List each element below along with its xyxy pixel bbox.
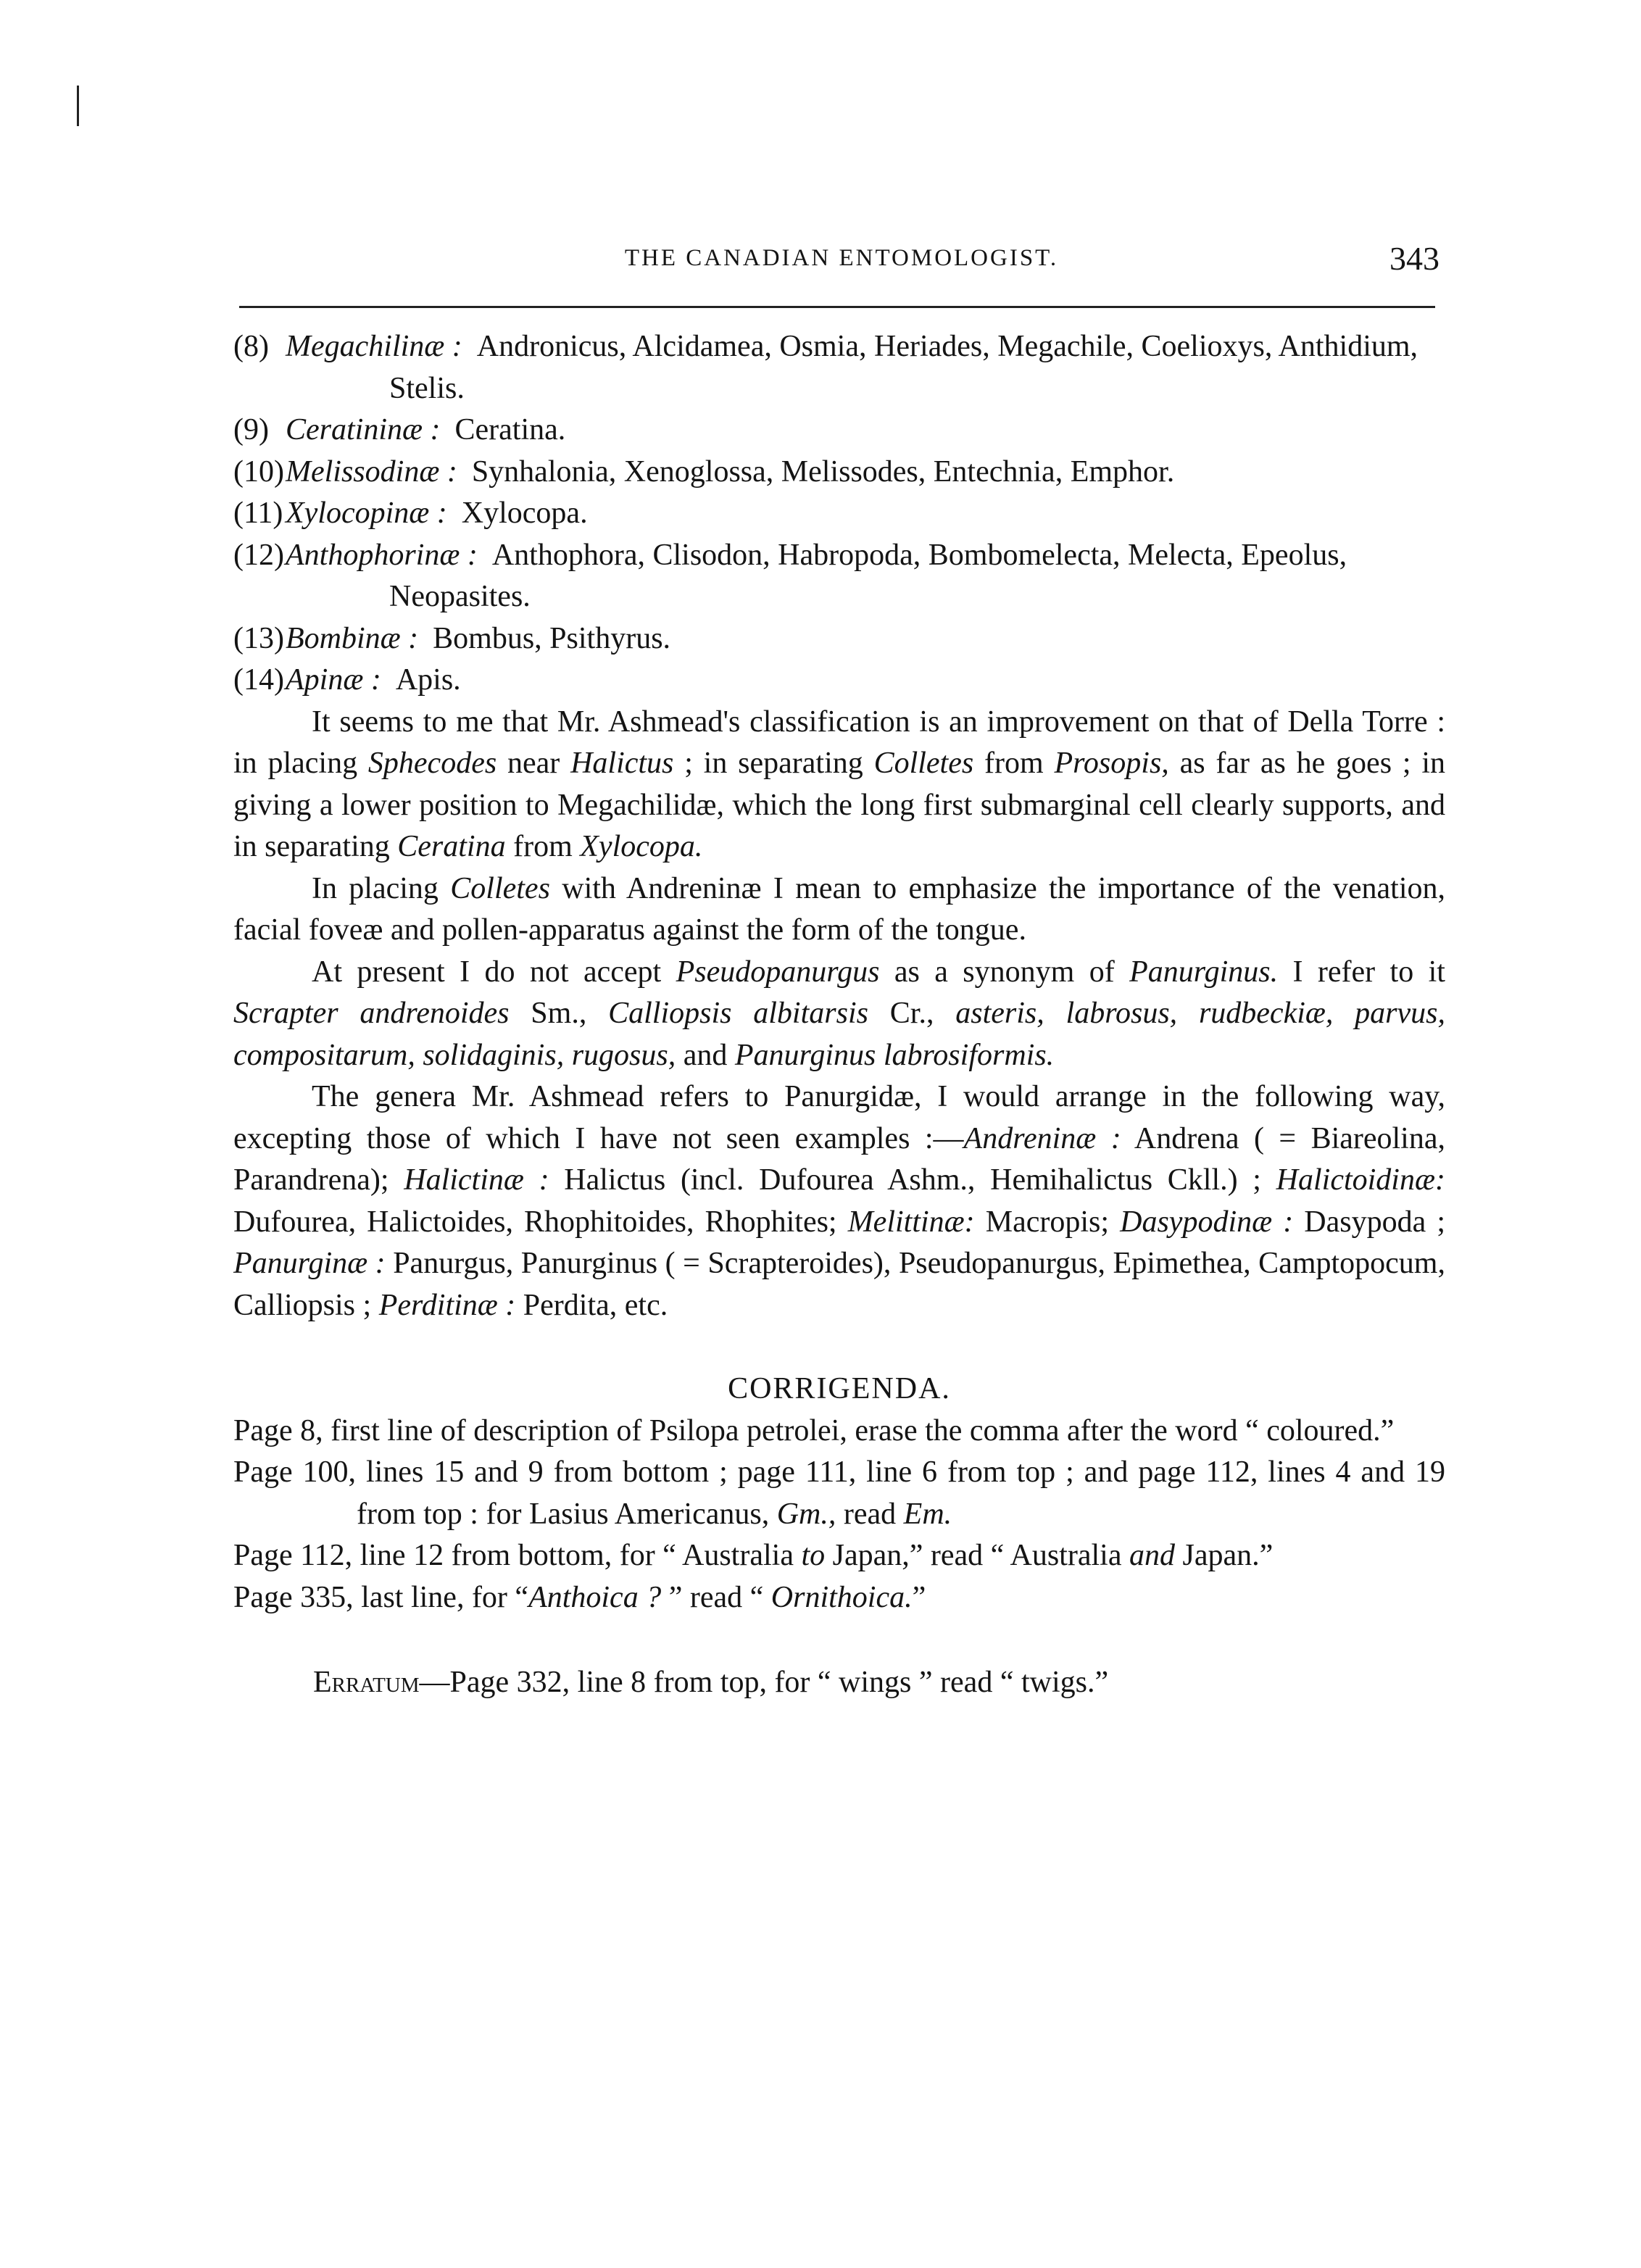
subfamily-name: Ceratininæ : bbox=[286, 413, 441, 446]
entry-number: (14) bbox=[233, 663, 284, 697]
entry-number: (13) bbox=[233, 621, 284, 655]
genera-list: Xylocopa. bbox=[461, 497, 588, 530]
entry-number: (11) bbox=[233, 497, 283, 530]
subfamily-name: Melissodinæ : bbox=[286, 454, 457, 489]
corrigendum-entry: Page 112, line 12 from bottom, for “ Australia to Japan,” read “ Australia and Japan.” bbox=[233, 1539, 1274, 1572]
entry-number: (12) bbox=[233, 538, 284, 572]
header-rule bbox=[239, 306, 1435, 308]
erratum-label: Erratum bbox=[313, 1666, 420, 1699]
paragraph-ashmead-classification: It seems to me that Mr. Ashmead's classification is an improvement on that of Della Torre : in placing Sphecodes near Halictus ; in separating Colletes from Prosopis, as far as he goes ; in giving a lower position to Megachilidæ, which the long first submarginal cell clearly supports, and in separating Ceratina from Xylocopa. bbox=[233, 705, 1445, 863]
margin-mark bbox=[77, 86, 79, 126]
entry-number: (10) bbox=[233, 454, 284, 489]
genera-list: Bombus, Psithyrus. bbox=[433, 621, 671, 655]
classification-entry bbox=[233, 493, 1445, 535]
corrigendum-entry: Page 100, lines 15 and 9 from bottom ; page 111, line 6 from top ; and page 112, lines 4 and 19 from top : for Lasius Americanus, Gm., read Em. bbox=[233, 1455, 1445, 1531]
entry-number: (9) bbox=[233, 413, 269, 446]
corrigendum-entry: Page 8, first line of description of Psilopa petrolei, erase the comma after the word “ coloured.” bbox=[233, 1413, 1395, 1447]
entry-number: (8) bbox=[233, 330, 269, 363]
erratum-text: —Page 332, line 8 from top, for “ wings ” read “ twigs.” bbox=[419, 1666, 1109, 1699]
genera-list: Anthophora, Clisodon, Habropoda, Bombomelecta, Melecta, Epeolus, Neopasites. bbox=[389, 538, 1347, 613]
classification-entry bbox=[233, 660, 1445, 702]
subfamily-name: Xylocopinæ : bbox=[286, 497, 447, 530]
page-number: 343 bbox=[1389, 240, 1439, 277]
classification-entry bbox=[233, 326, 1445, 410]
genera-list: Andronicus, Alcidamea, Osmia, Heriades, Megachile, Coelioxys, Anthidium, Stelis. bbox=[389, 330, 1418, 405]
genera-list: Ceratina. bbox=[454, 413, 566, 446]
classification-list bbox=[233, 326, 1445, 702]
paragraph-colletes: In placing Colletes with Andreninæ I mean to emphasize the importance of the venation, facial foveæ and pollen-apparatus against the form of the tongue. bbox=[233, 871, 1446, 947]
running-title: THE CANADIAN ENTOMOLOGIST. bbox=[624, 245, 1059, 271]
classification-entry bbox=[233, 618, 1445, 660]
erratum-note bbox=[233, 1662, 1445, 1704]
corrigendum-entry: Page 335, last line, for “Anthoica ? ” read “ Ornithoica.” bbox=[233, 1580, 926, 1614]
subfamily-name: Apinæ : bbox=[286, 663, 381, 697]
paragraph-pseudopanurgus: At present I do not accept Pseudopanurgus as a synonym of Panurginus. I refer to it Scrapter andrenoides Sm., Calliopsis albitarsis Cr., asteris, labrosus, rudbeckiæ, parvus, compositarum, solidaginis, rugosus, and Panurginus labrosiformis. bbox=[233, 955, 1446, 1072]
subfamily-name: Anthophorinæ : bbox=[286, 538, 478, 572]
subfamily-name: Bombinæ : bbox=[286, 621, 419, 655]
subfamily-name: Megachilinæ : bbox=[286, 330, 462, 363]
paragraph-panurgidae: The genera Mr. Ashmead refers to Panurgidæ, I would arrange in the following way, excepting those of which I have not seen examples :—Andreninæ : Andrena ( = Biareolina, Parandrena); Halictinæ : Halictus (incl. Dufourea Ashm., Hemihalictus Ckll.) ; Halictoidinæ: Dufourea, Halictoides, Rhophitoides, Rhophites; Melittinæ: Macropis; Dasypodinæ : Dasypoda ; Panurginæ : Panurgus, Panurginus ( = Scrapteroides), Pseudopanurgus, Epimethea, Camptopocum, Calliopsis ; Perditinæ : Perdita, etc. bbox=[233, 1080, 1445, 1322]
classification-entry bbox=[233, 535, 1445, 618]
classification-entry bbox=[233, 410, 1445, 452]
running-head bbox=[236, 239, 1447, 280]
genera-list: Synhalonia, Xenoglossa, Melissodes, Entechnia, Emphor. bbox=[471, 454, 1175, 489]
genera-list: Apis. bbox=[395, 663, 461, 697]
page-body bbox=[233, 326, 1445, 1704]
corrigenda-heading: CORRIGENDA. bbox=[728, 1372, 951, 1405]
classification-entry bbox=[233, 452, 1445, 494]
